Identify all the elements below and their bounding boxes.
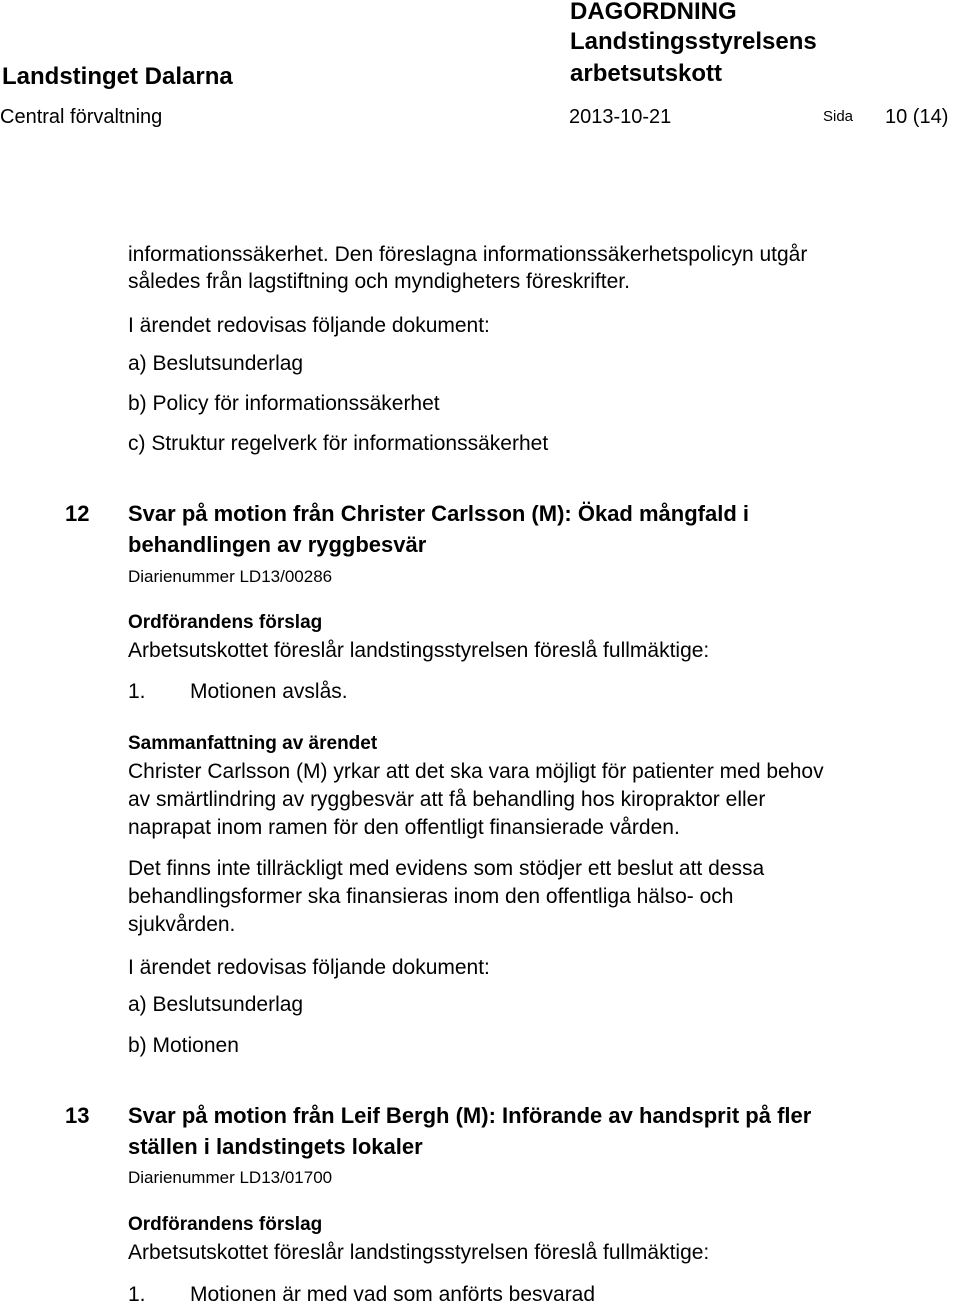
item-13-decision-text: Motionen är med vad som anförts besvarad — [190, 1283, 596, 1306]
item-12-proposal-heading: Ordförandens förslag — [128, 612, 323, 633]
document-type: DAGORDNING — [570, 0, 737, 25]
document-date: 2013-10-21 — [569, 106, 672, 128]
item-13-decision-number: 1. — [128, 1283, 146, 1306]
item-12-summary-line: Christer Carlsson (M) yrkar att det ska vara möjligt för patienter med behov — [128, 760, 824, 783]
board-name-line1: Landstingsstyrelsens — [570, 28, 817, 55]
item-12-title-line2: behandlingen av ryggbesvär — [128, 532, 427, 557]
intro-docs-heading: I ärendet redovisas följande dokument: — [128, 314, 490, 337]
item-12-summary-line: av smärtlindring av ryggbesvär att få behandling hos kiropraktor eller — [128, 788, 766, 811]
item-13-title-line2: ställen i landstingets lokaler — [128, 1134, 423, 1159]
item-13-number: 13 — [65, 1103, 90, 1128]
board-name-line2: arbetsutskott — [570, 60, 723, 87]
item-12-paragraph-line: Det finns inte tillräckligt med evidens som stödjer ett beslut att dessa — [128, 857, 765, 880]
organization-name: Landstinget Dalarna — [2, 63, 233, 90]
item-12-summary-line: naprapat inom ramen för den offentligt finansierade vården. — [128, 816, 680, 839]
item-12-number: 12 — [65, 501, 90, 526]
page-label: Sida — [823, 108, 854, 125]
intro-doc-item: a) Beslutsunderlag — [128, 352, 304, 375]
item-12-proposal-text: Arbetsutskottet föreslår landstingsstyrelsen föreslå fullmäktige: — [128, 639, 710, 662]
item-13-proposal-text: Arbetsutskottet föreslår landstingsstyrelsen föreslå fullmäktige: — [128, 1241, 710, 1264]
department-name: Central förvaltning — [0, 106, 163, 128]
item-13-proposal-heading: Ordförandens förslag — [128, 1214, 323, 1235]
item-13-title-line1: Svar på motion från Leif Bergh (M): Införande av handsprit på fler — [128, 1103, 812, 1128]
intro-line-1: informationssäkerhet. Den föreslagna informationssäkerhetspolicyn utgår — [128, 243, 808, 266]
item-12-docs-heading: I ärendet redovisas följande dokument: — [128, 956, 490, 979]
item-13-diary-number: Diarienummer LD13/01700 — [128, 1168, 333, 1187]
item-12-decision-text: Motionen avslås. — [190, 680, 348, 703]
item-12-doc-item: a) Beslutsunderlag — [128, 993, 304, 1016]
intro-doc-item: b) Policy för informationssäkerhet — [128, 392, 440, 415]
page-number: 10 (14) — [885, 106, 949, 128]
item-12-paragraph-line: behandlingsformer ska finansieras inom den offentliga hälso- och — [128, 885, 734, 908]
intro-doc-item: c) Struktur regelverk för informationssäkerhet — [128, 432, 549, 455]
item-12-summary-heading: Sammanfattning av ärendet — [128, 733, 378, 754]
item-12-diary-number: Diarienummer LD13/00286 — [128, 567, 333, 586]
item-12-title-line1: Svar på motion från Christer Carlsson (M): Ökad mångfald i — [128, 501, 749, 526]
item-12-paragraph-line: sjukvården. — [128, 913, 236, 936]
item-12-doc-item: b) Motionen — [128, 1034, 239, 1057]
item-12-decision-number: 1. — [128, 680, 146, 703]
intro-line-2: således från lagstiftning och myndigheters föreskrifter. — [128, 270, 630, 293]
